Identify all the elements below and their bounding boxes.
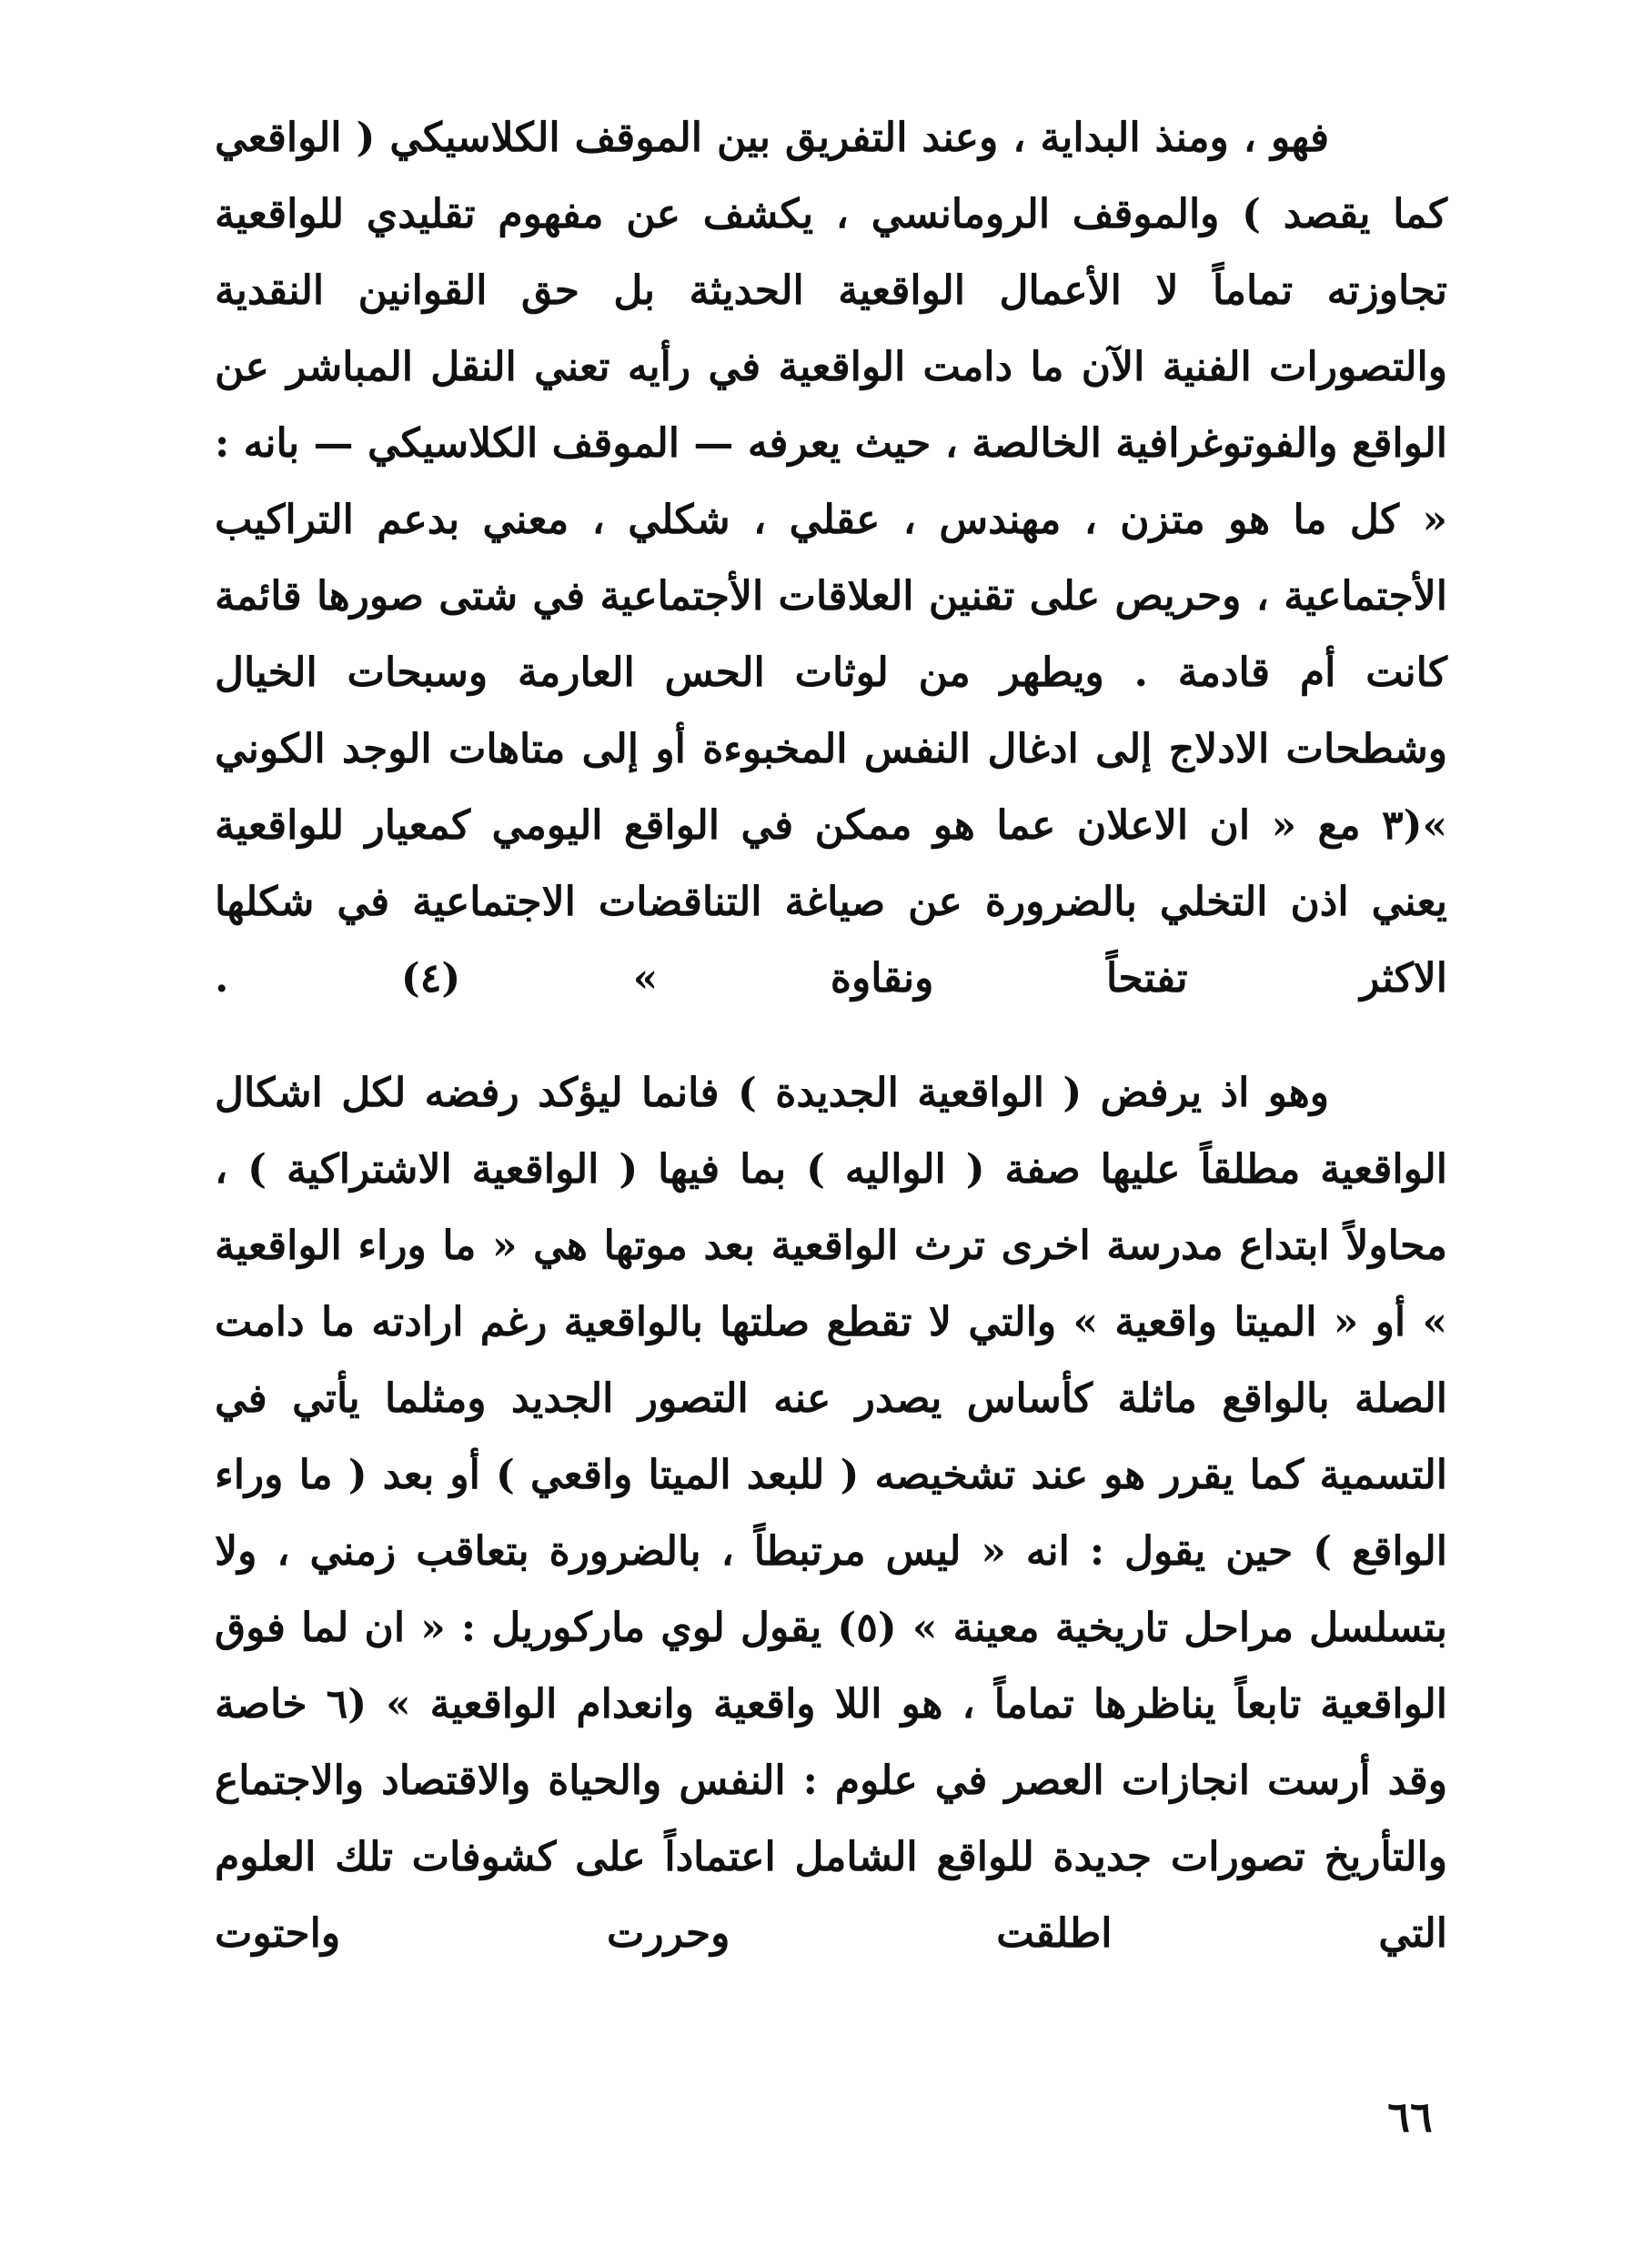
paragraph-2 bbox=[215, 1055, 1447, 1972]
page-number: ٦٦ bbox=[1387, 2092, 1433, 2141]
paragraph-1 bbox=[215, 100, 1447, 1017]
paragraph-1-text: فهو ، ومنذ البداية ، وعند التفريق بين الموقف الكلاسيكي ( الواقعي كما يقصد ) والموقف الرومانسي ، يكشف عن مفهوم تقليدي للواقعية تجاوزته تماماً لا الأعمال الواقعية الحديثة بل حق القوانين النقدية والتصورات الفنية الآن ما دامت الواقعية في رأيه تعني النقل المباشر عن الواقع والفوتوغرافية الخالصة ، حيث يعرفه — الموقف الكلاسيكي — بانه : « كل ما هو متزن ، مهندس ، عقلي ، شكلي ، معني بدعم التراكيب الأجتماعية ، وحريص على تقنين العلاقات الأجتماعية في شتى صورها قائمة كانت أم قادمة . ويطهر من لوثات الحس العارمة وسبحات الخيال وشطحات الادلاج إلى ادغال النفس المخبوءة أو إلى متاهات الوجد الكوني »(٣ مع « ان الاعلان عما هو ممكن في الواقع اليومي كمعيار للواقعية يعني اذن التخلي بالضرورة عن صياغة التناقضات الاجتماعية في شكلها الاكثر تفتحاً ونقاوة » (٤) . bbox=[215, 115, 1447, 1002]
paragraph-2-text: وهو اذ يرفض ( الواقعية الجديدة ) فانما ليؤكد رفضه لكل اشكال الواقعية مطلقاً عليها صفة ( الواليه ) بما فيها ( الواقعية الاشتراكية ) ، محاولاً ابتداع مدرسة اخرى ترث الواقعية بعد موتها هي « ما وراء الواقعية » أو « الميتا واقعية » والتي لا تقطع صلتها بالواقعية رغم ارادته ما دامت الصلة بالواقع ماثلة كأساس يصدر عنه التصور الجديد ومثلما يأتي في التسمية كما يقرر هو عند تشخيصه ( للبعد الميتا واقعي ) أو بعد ( ما وراء الواقع ) حين يقول : انه « ليس مرتبطاً ، بالضرورة بتعاقب زمني ، ولا بتسلسل مراحل تاريخية معينة » (٥) يقول لوي ماركوريل : « ان لما فوق الواقعية تابعاً يناظرها تماماً ، هو اللا واقعية وانعدام الواقعية » (٦ خاصة وقد أرست انجازات العصر في علوم : النفس والحياة والاقتصاد والاجتماع والتأريخ تصورات جديدة للواقع الشامل اعتماداً على كشوفات تلك العلوم التي اطلقت وحررت واحتوت bbox=[215, 1070, 1448, 1957]
